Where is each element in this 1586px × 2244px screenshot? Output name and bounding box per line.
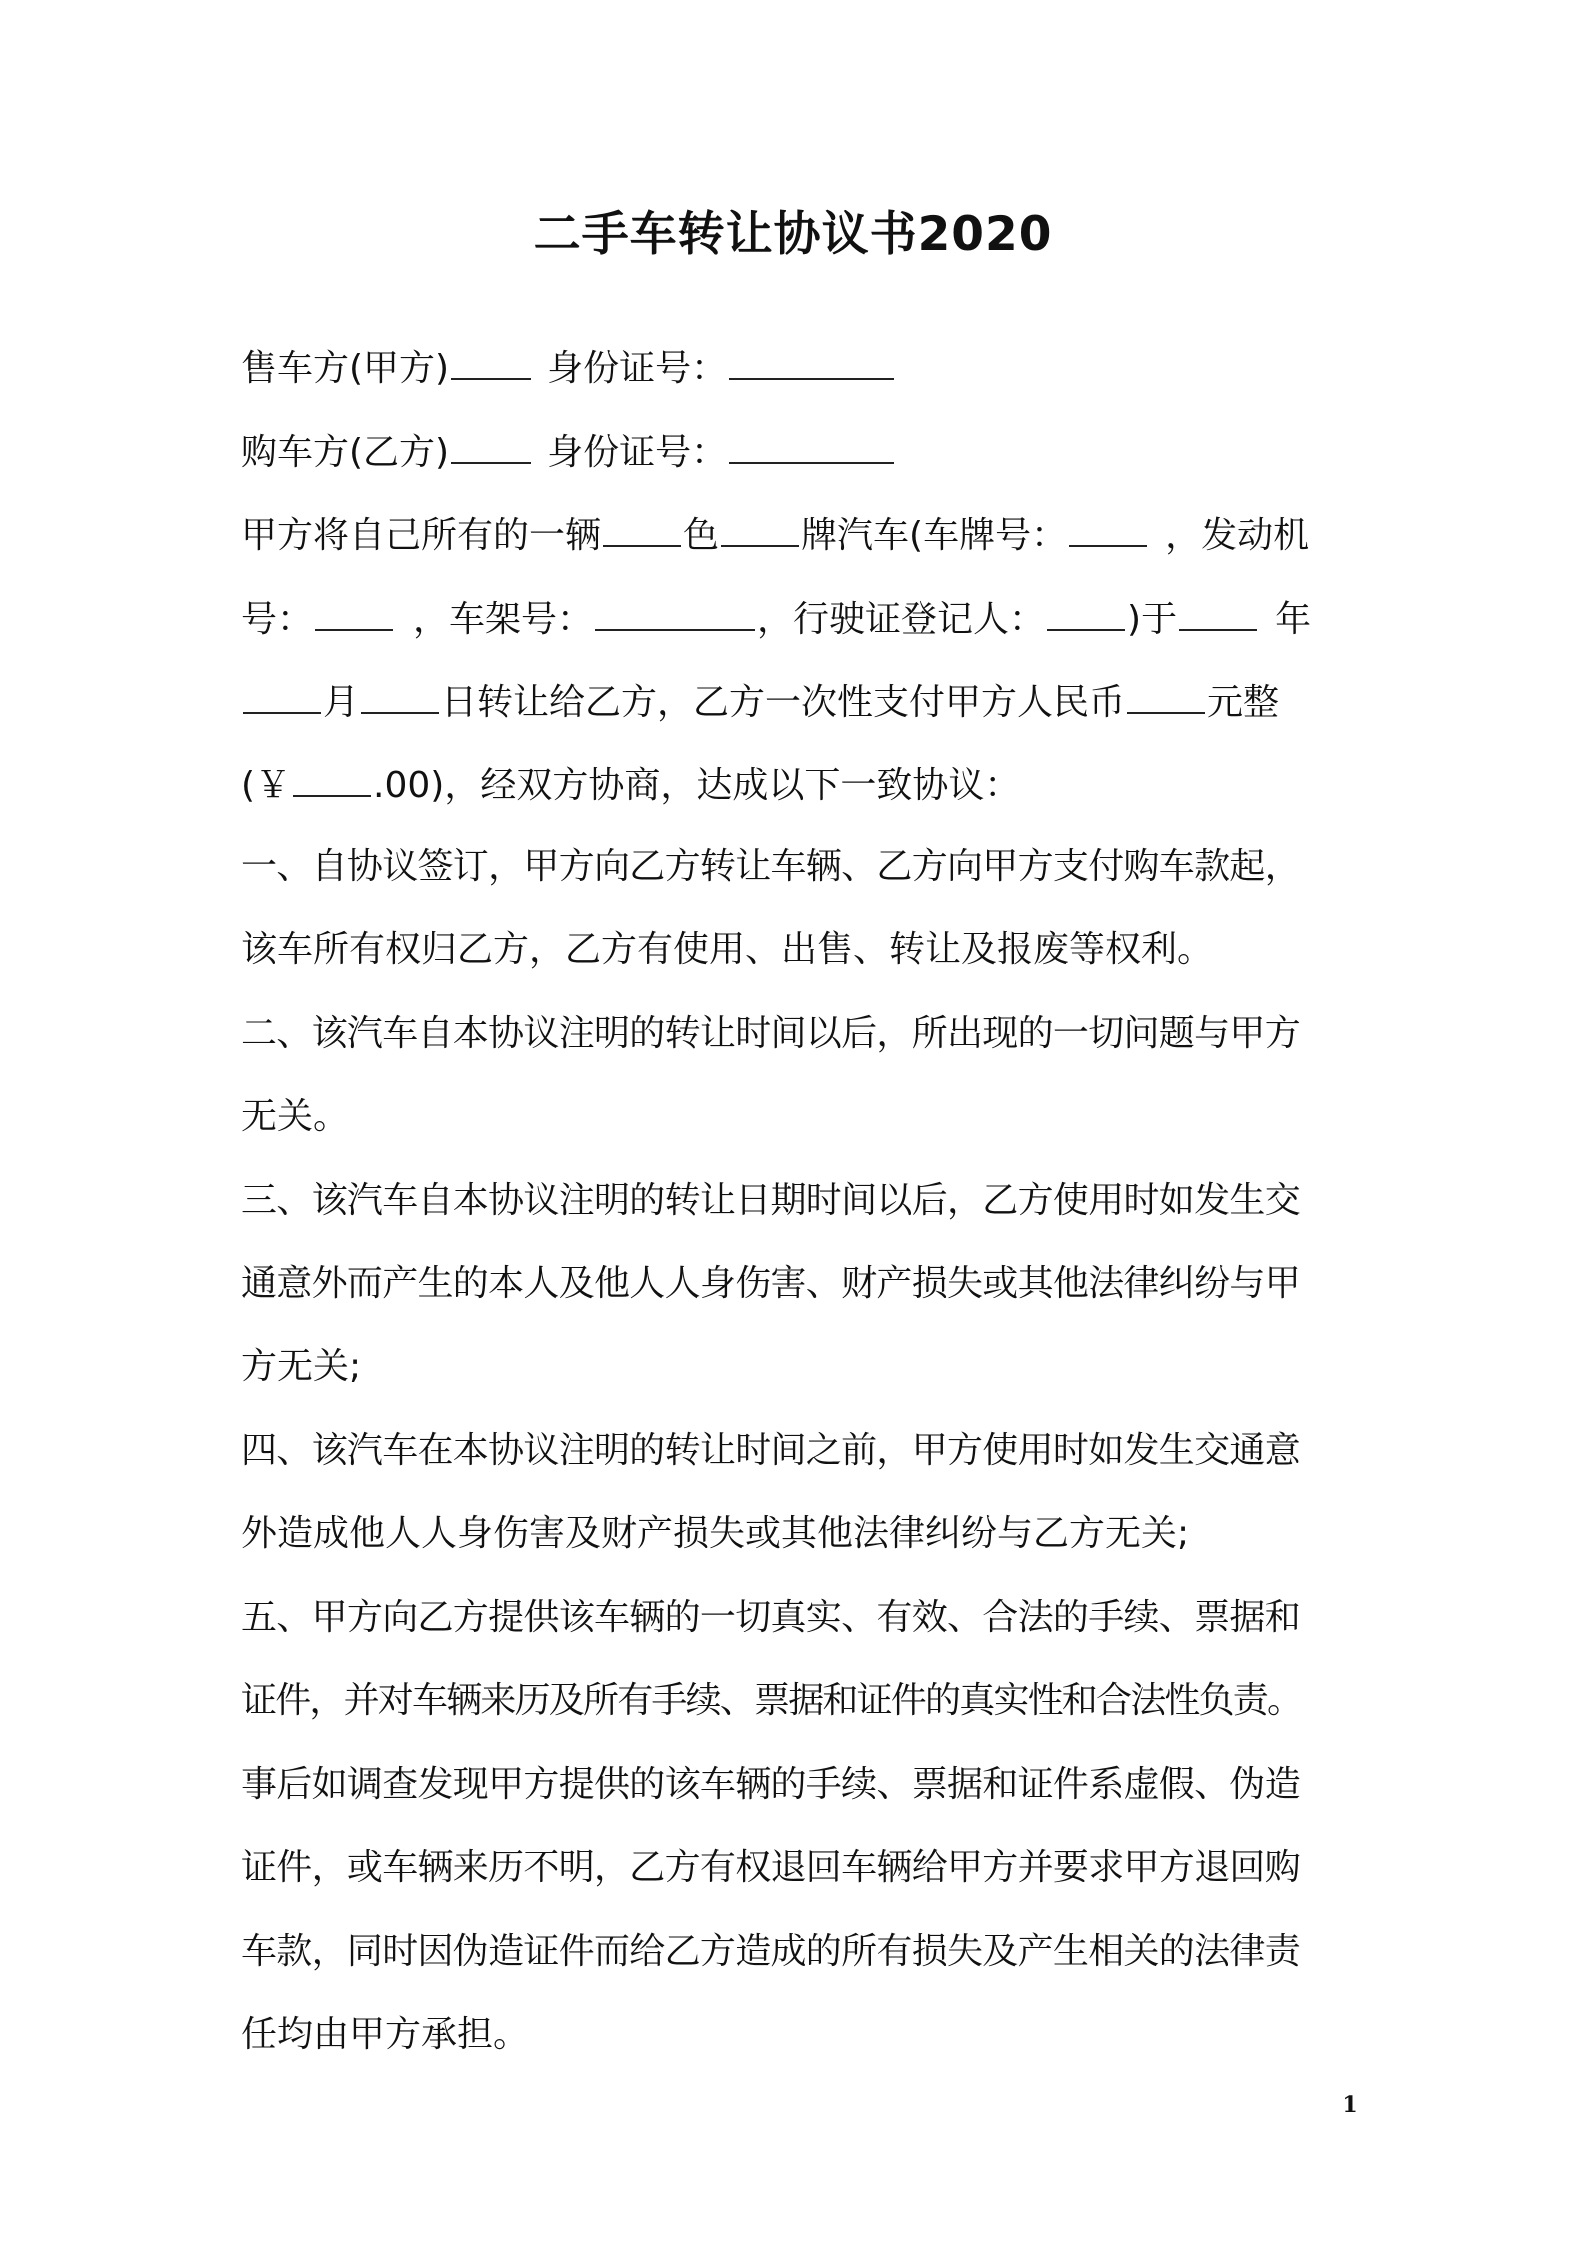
vehicle-brand-blank (721, 503, 799, 547)
intro-text: 年 (1275, 599, 1312, 640)
month-blank (243, 670, 321, 714)
intro-text: 牌汽车(车牌号： (801, 515, 1068, 556)
clause-line: 证件，或车辆来历不明，乙方有权退回车辆给甲方并要求甲方退回购 (241, 1847, 1301, 1888)
intro-line (241, 670, 1279, 730)
buyer-name-blank (451, 420, 531, 464)
clause-line: 无关。 (241, 1096, 350, 1137)
seller-line (241, 336, 896, 396)
clause-line: 五、甲方向乙方提供该车辆的一切真实、有效、合法的手续、票据和 (241, 1597, 1301, 1638)
registrant-blank (1047, 587, 1125, 631)
buyer-id-blank (729, 420, 894, 464)
intro-line (241, 503, 1309, 563)
clause-line: 三、该汽车自本协议注明的转让日期时间以后，乙方使用时如发生交 (241, 1180, 1301, 1221)
buyer-label: 购车方(乙方) (241, 432, 450, 473)
price-words-blank (1127, 670, 1205, 714)
clause-line: 通意外而产生的本人及他人人身伤害、财产损失或其他法律纠纷与甲 (241, 1263, 1301, 1304)
year-blank (1179, 587, 1257, 631)
intro-text: 月 (323, 682, 360, 723)
intro-line (241, 753, 1020, 813)
seller-id-blank (729, 336, 894, 380)
document-title: 二手车转让协议书2020 (533, 207, 1053, 262)
clause-line: 四、该汽车在本协议注明的转让时间之前，甲方使用时如发生交通意 (241, 1430, 1301, 1471)
intro-text: (￥ (241, 765, 292, 806)
clause-line: 外造成他人人身伤害及财产损失或其他法律纠纷与乙方无关; (241, 1513, 1190, 1554)
intro-text: ，行驶证登记人： (757, 599, 1046, 640)
clause-line: 任均由甲方承担。 (241, 2014, 530, 2055)
seller-name-blank (451, 336, 531, 380)
seller-id-label: 身份证号： (547, 348, 728, 389)
day-blank (361, 670, 439, 714)
buyer-id-label: 身份证号： (547, 432, 728, 473)
clause-line: 方无关; (241, 1346, 362, 1387)
vehicle-color-blank (603, 503, 681, 547)
intro-text: 元整 (1207, 682, 1280, 723)
intro-text: ，车架号： (413, 599, 594, 640)
clause-line: 该车所有权归乙方，乙方有使用、出售、转让及报废等权利。 (241, 929, 1214, 970)
frame-number-blank (595, 587, 755, 631)
intro-text: ，发动机 (1165, 515, 1310, 556)
page-number: 1 (1342, 2092, 1358, 2118)
intro-text: 甲方将自己所有的一辆 (241, 515, 602, 556)
intro-text: .00)，经双方协商，达成以下一致协议： (373, 765, 1021, 806)
intro-line (241, 587, 1311, 647)
intro-text: 号： (241, 599, 314, 640)
seller-label: 售车方(甲方) (241, 348, 450, 389)
clause-line: 事后如调查发现甲方提供的该车辆的手续、票据和证件系虚假、伪造 (241, 1764, 1301, 1805)
engine-number-blank (315, 587, 393, 631)
plate-number-blank (1069, 503, 1147, 547)
clause-line: 一、自协议签订，甲方向乙方转让车辆、乙方向甲方支付购车款起， (241, 846, 1301, 887)
clause-line: 车款，同时因伪造证件而给乙方造成的所有损失及产生相关的法律责 (241, 1931, 1301, 1972)
intro-text: 色 (683, 515, 720, 556)
buyer-line (241, 420, 896, 480)
intro-text: )于 (1127, 599, 1178, 640)
price-amount-blank (293, 753, 371, 797)
clause-line: 证件，并对车辆来历及所有手续、票据和证件的真实性和合法性负责。 (241, 1680, 1302, 1721)
clause-line: 二、该汽车自本协议注明的转让时间以后，所出现的一切问题与甲方 (241, 1013, 1301, 1054)
intro-text: 日转让给乙方，乙方一次性支付甲方人民币 (441, 682, 1126, 723)
